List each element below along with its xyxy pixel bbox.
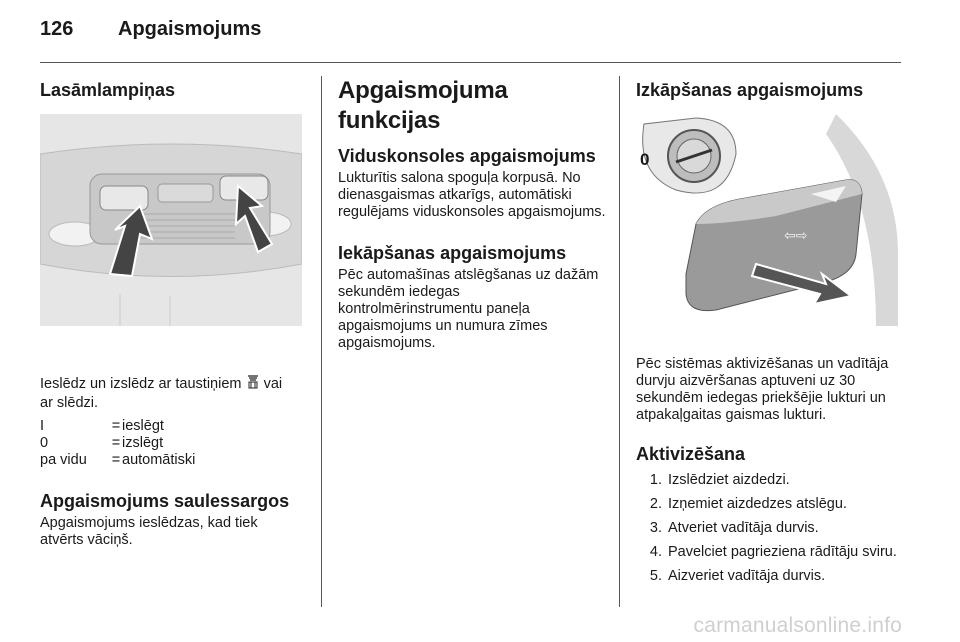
list-item [636,472,906,489]
legend-eq: = [111,418,121,434]
list-item [636,544,906,561]
entry-lighting-text: Pēc automašīnas atslēgšanas uz dažām sekundēm iedegas kontrolmērinstrumentu paneļa apgaismojums un numura zīmes apgaismojums. [338,267,599,351]
legend-key: 0 [40,435,49,451]
page-header [40,18,261,41]
switch-legend [40,418,305,469]
turn-signal-lever-illustration [636,114,898,326]
legend-eq: = [111,435,121,451]
list-item [636,520,906,537]
console-lighting-heading: Viduskonsoles apgaismojums [338,146,596,166]
step-text: Izslēdziet aizdedzi. [668,472,790,488]
turn-signal-drawing [636,114,898,326]
reading-lamps-caption [40,374,305,412]
exit-lighting-text: Pēc sistēmas aktivizēšanas un vadītāja durvju aizvēršanas aptuveni uz 30 sekundēm iedegas priekšējie lukturi un atpakaļgaitas gaismas lukturi. [636,356,889,423]
step-number: 2. [649,496,662,512]
legend-key: pa vidu [40,452,87,468]
page-title: Apgaismojums [118,18,262,40]
page-number: 126 [40,18,74,40]
activation-heading: Aktivizēšana [636,444,746,464]
lighting-functions-heading: Apgaismojuma funkcijas [338,77,508,134]
column-reading-lamps [40,76,305,549]
legend-value: automātiski [122,452,196,468]
step-number: 4. [649,544,662,560]
column-divider-1 [321,76,322,607]
legend-value: izslēgt [122,435,164,451]
reading-lamps-heading: Lasāmlampiņas [40,80,176,100]
reading-lamp-icon [246,374,260,395]
entry-lighting-heading: Iekāpšanas apgaismojums [338,243,567,263]
caption-text-2: ar slēdzi. [40,395,99,411]
step-text: Izņemiet aizdedzes atslēgu. [668,496,847,512]
column-exit-lighting [636,76,906,592]
legend-value: ieslēgt [122,418,164,434]
ignition-position-label: 0 [640,150,650,169]
sunvisor-heading: Apgaismojums saulessargos [40,491,290,511]
step-number: 5. [649,568,662,584]
watermark: carmanualsonline.info [693,614,902,637]
step-number: 1. [649,472,662,488]
sunvisor-text: Apgaismojums ieslēdzas, kad tiek atvērts vāciņš. [40,515,258,548]
column-lighting-functions [338,76,606,352]
lever-symbols-icon: ⇦⇨ [784,228,808,244]
reading-lamp-drawing [40,114,302,326]
legend-eq: = [111,452,121,468]
reading-lamp-illustration [40,114,302,326]
header-rule [40,62,901,63]
step-text: Aizveriet vadītāja durvis. [668,568,826,584]
caption-text: Ieslēdz un izslēdz ar taustiņiem [40,376,242,392]
console-lighting-text: Lukturītis salona spoguļa korpusā. No dienasgaismas atkarīgs, automātiski regulējams viduskonsoles apgaismojums. [338,170,606,220]
legend-key: I [40,418,45,434]
list-item [636,496,906,513]
activation-steps [636,472,906,585]
exit-lighting-heading: Izkāpšanas apgaismojums [636,80,864,100]
column-divider-2 [619,76,620,607]
step-text: Atveriet vadītāja durvis. [668,520,819,536]
list-item [636,568,906,585]
step-number: 3. [649,520,662,536]
step-text: Pavelciet pagrieziena rādītāju sviru. [668,544,897,560]
caption-text-end: vai [263,376,283,392]
